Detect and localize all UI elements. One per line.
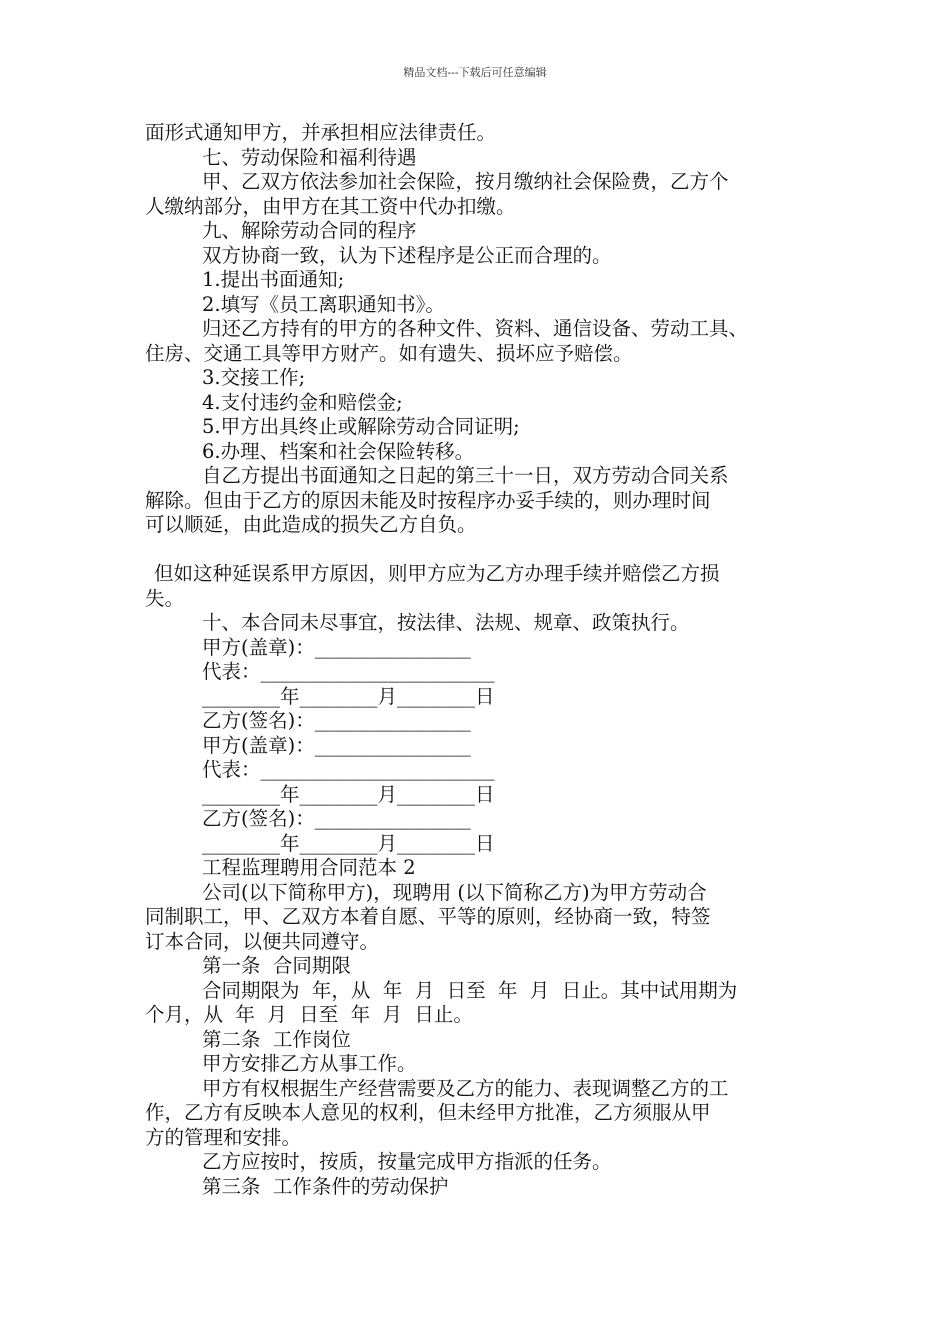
paragraph-line: ________年________月________日 (202, 684, 495, 708)
paragraph-line: 代表：________________________ (202, 758, 495, 781)
paragraph-line: 乙方(签名)：________________ (202, 709, 471, 732)
paragraph-line: 甲、乙双方依法参加社会保险，按月缴纳社会保险费，乙方个 (202, 170, 729, 193)
paragraph-line: 公司(以下简称甲方)，现聘用 (以下简称乙方)为甲方劳动合 (202, 880, 707, 904)
paragraph-line: 乙方(签名)：________________ (202, 807, 471, 830)
paragraph-line: 九、解除劳动合同的程序 (202, 219, 417, 242)
paragraph-line: 双方协商一致，认为下述程序是公正而合理的。 (202, 243, 612, 267)
paragraph-line: ________年________月________日 (202, 831, 495, 855)
paragraph-line: 失。 (145, 586, 185, 610)
paragraph-line: 个月，从 年 月 日至 年 月 日止。 (145, 1003, 473, 1026)
paragraph-line: 2.填写《员工离职通知书》。 (202, 292, 445, 316)
paragraph-line: 订本合同，以便共同遵守。 (145, 929, 380, 953)
paragraph-line: 5.甲方出具终止或解除劳动合同证明; (202, 415, 520, 438)
paragraph-line: 可以顺延，由此造成的损失乙方自负。 (145, 513, 477, 536)
paragraph-line: ________年________月________日 (202, 782, 495, 806)
paragraph-line: 甲方有权根据生产经营需要及乙方的能力、表现调整乙方的工 (202, 1076, 729, 1100)
paragraph-line: 甲方安排乙方从事工作。 (202, 1052, 417, 1075)
paragraph-line: 七、劳动保险和福利待遇 (202, 145, 417, 169)
paragraph-line: 甲方(盖章)：________________ (202, 635, 471, 659)
blank-line (145, 538, 815, 563)
paragraph-line: 乙方应按时，按质，按量完成甲方指派的任务。 (202, 1150, 612, 1173)
paragraph-line: 第二条 工作岗位 (202, 1027, 351, 1051)
paragraph-line: 合同期限为 年，从 年 月 日至 年 月 日止。其中试用期为 (202, 978, 738, 1002)
paragraph-line: 面形式通知甲方，并承担相应法律责任。 (145, 121, 497, 144)
page-header: 精品文档---下载后可任意编辑 (403, 66, 547, 79)
paragraph-line: 十、本合同未尽事宜，按法律、法规、规章、政策执行。 (202, 611, 690, 634)
paragraph-line: 自乙方提出书面通知之日起的第三十一日，双方劳动合同关系 (202, 464, 729, 487)
paragraph-line: 1.提出书面通知; (202, 268, 345, 291)
document-body (145, 121, 815, 1199)
paragraph-line: 但如这种延误系甲方原因，则甲方应为乙方办理手续并赔偿乙方损 (154, 562, 720, 585)
paragraph-line: 住房、交通工具等甲方财产。如有遗失、损坏应予赔偿。 (145, 341, 633, 365)
paragraph-line: 解除。但由于乙方的原因未能及时按程序办妥手续的，则办理时间 (145, 488, 711, 512)
paragraph-line: 代表：________________________ (202, 660, 495, 683)
paragraph-line: 作，乙方有反映本人意见的权利，但未经甲方批准，乙方须服从甲 (145, 1101, 711, 1124)
paragraph-line: 甲方(盖章)：________________ (202, 733, 471, 757)
paragraph-line: 方的管理和安排。 (145, 1125, 302, 1149)
paragraph-line: 3.交接工作; (202, 366, 306, 389)
paragraph-line: 第一条 合同期限 (202, 954, 351, 977)
paragraph-line: 工程监理聘用合同范本 2 (202, 856, 416, 879)
paragraph-line: 同制职工，甲、乙双方本着自愿、平等的原则，经协商一致，特签 (145, 905, 711, 928)
paragraph-line: 第三条 工作条件的劳动保护 (202, 1174, 449, 1198)
paragraph-line: 4.支付违约金和赔偿金; (202, 390, 403, 414)
paragraph-line: 6.办理、档案和社会保险转移。 (202, 439, 475, 463)
paragraph-line: 人缴纳部分，由甲方在其工资中代办扣缴。 (145, 194, 516, 218)
paragraph-line: 归还乙方持有的甲方的各种文件、资料、通信设备、劳动工具、 (202, 317, 749, 340)
